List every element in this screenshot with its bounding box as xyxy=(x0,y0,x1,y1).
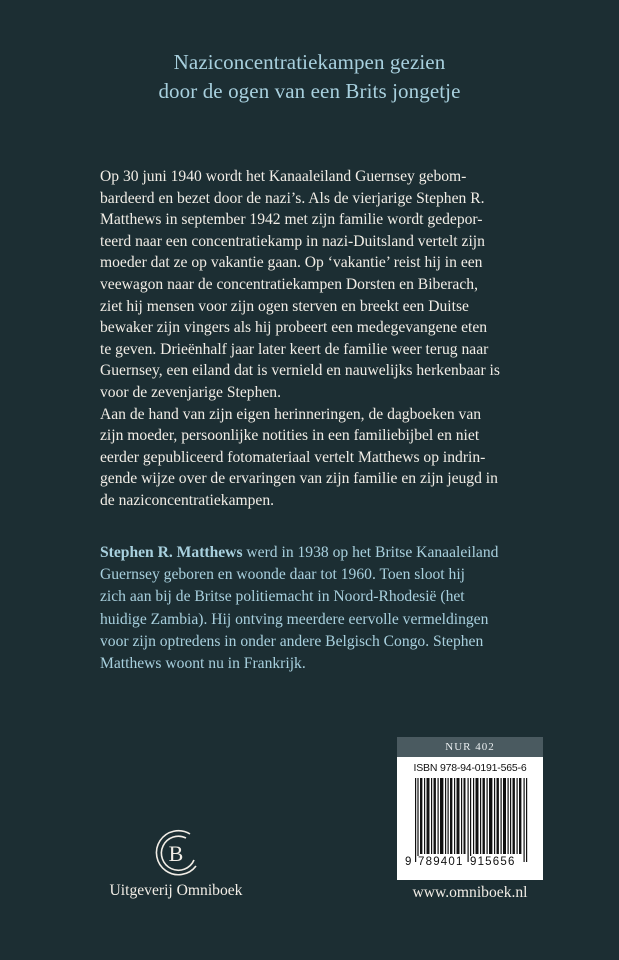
author-bio-line: Guernsey geboren en woonde daar tot 1960. Toen sloot hij xyxy=(100,566,465,584)
blurb xyxy=(100,166,560,512)
blurb-line: ziet hij mensen voor zijn ogen sterven en breekt een Duitse xyxy=(100,297,469,315)
blurb-line: bewaker zijn vingers als hij probeert een medegevangene eten xyxy=(100,319,488,337)
headline xyxy=(0,48,619,106)
barcode-icon xyxy=(415,778,528,862)
isbn-label: ISBN 978-94-0191-565-6 xyxy=(413,762,527,774)
author-bio-line xyxy=(100,542,560,564)
headline-line: Naziconcentratiekampen gezien xyxy=(173,50,446,74)
blurb-line: bardeerd en bezet door de nazi’s. Als de vierjarige Stephen R. xyxy=(100,189,485,207)
author-bio xyxy=(100,542,560,675)
blurb-line: moeder dat ze op vakantie gaan. Op ‘vakantie’ reist hij in een xyxy=(100,254,483,272)
nur-code: NUR 402 xyxy=(397,737,543,757)
headline-line: door de ogen van een Brits jongetje xyxy=(158,79,461,103)
blurb-line: teerd naar een concentratiekamp in nazi-Duitsland vertelt zijn xyxy=(100,232,485,250)
barcode-panel xyxy=(397,737,543,880)
blurb-line: Aan de hand van zijn eigen herinneringen, de dagboeken van xyxy=(100,405,482,423)
author-bio-line: voor zijn optredens in onder andere Belgisch Congo. Stephen xyxy=(100,632,484,650)
blurb-line: voor de zevenjarige Stephen. xyxy=(100,383,281,401)
blurb-line: Op 30 juni 1940 wordt het Kanaaleiland Guernsey gebom- xyxy=(100,168,467,185)
svg-text:B: B xyxy=(168,841,184,866)
publisher-name: Uitgeverij Omniboek xyxy=(109,882,243,899)
blurb-line: Matthews in september 1942 met zijn familie wordt gedepor- xyxy=(100,211,483,229)
blurb-line: Guernsey, een eiland dat is vernield en nauwelijks herkenbaar is xyxy=(100,362,500,380)
author-bio-text: werd in 1938 op het Britse Kanaaleiland xyxy=(242,544,499,561)
blurb-line: zijn moeder, persoonlijke notities in een familiebijbel en niet xyxy=(100,427,480,445)
omniboek-logo-icon xyxy=(150,828,202,878)
blurb-line: eerder gepubliceerd fotomateriaal vertelt Matthews op indrin- xyxy=(100,448,486,466)
author-name: Stephen R. Matthews xyxy=(100,544,243,561)
blurb-line: veewagon naar de concentratiekampen Dorsten en Biberach, xyxy=(100,275,478,293)
blurb-line: te geven. Drieënhalf jaar later keert de familie weer terug naar xyxy=(100,340,489,358)
ean-first-digit: 9 xyxy=(405,856,413,868)
blurb-line: de naziconcentratiekampen. xyxy=(100,491,275,509)
author-bio-line: huidige Zambia). Hij ontving meerdere eervolle vermeldingen xyxy=(100,610,489,628)
blurb-line: gende wijze over de ervaringen van zijn familie en zijn jeugd in xyxy=(100,470,498,488)
ean-digits xyxy=(405,855,537,869)
publisher-website: www.omniboek.nl xyxy=(412,884,528,901)
author-bio-line: Matthews woont nu in Frankrijk. xyxy=(100,655,306,673)
ean-group-1: 789401 xyxy=(418,856,464,868)
ean-group-2: 915656 xyxy=(469,856,516,868)
author-bio-line: zich aan bij de Britse politiemacht in Noord-Rhodesië (het xyxy=(100,588,465,606)
